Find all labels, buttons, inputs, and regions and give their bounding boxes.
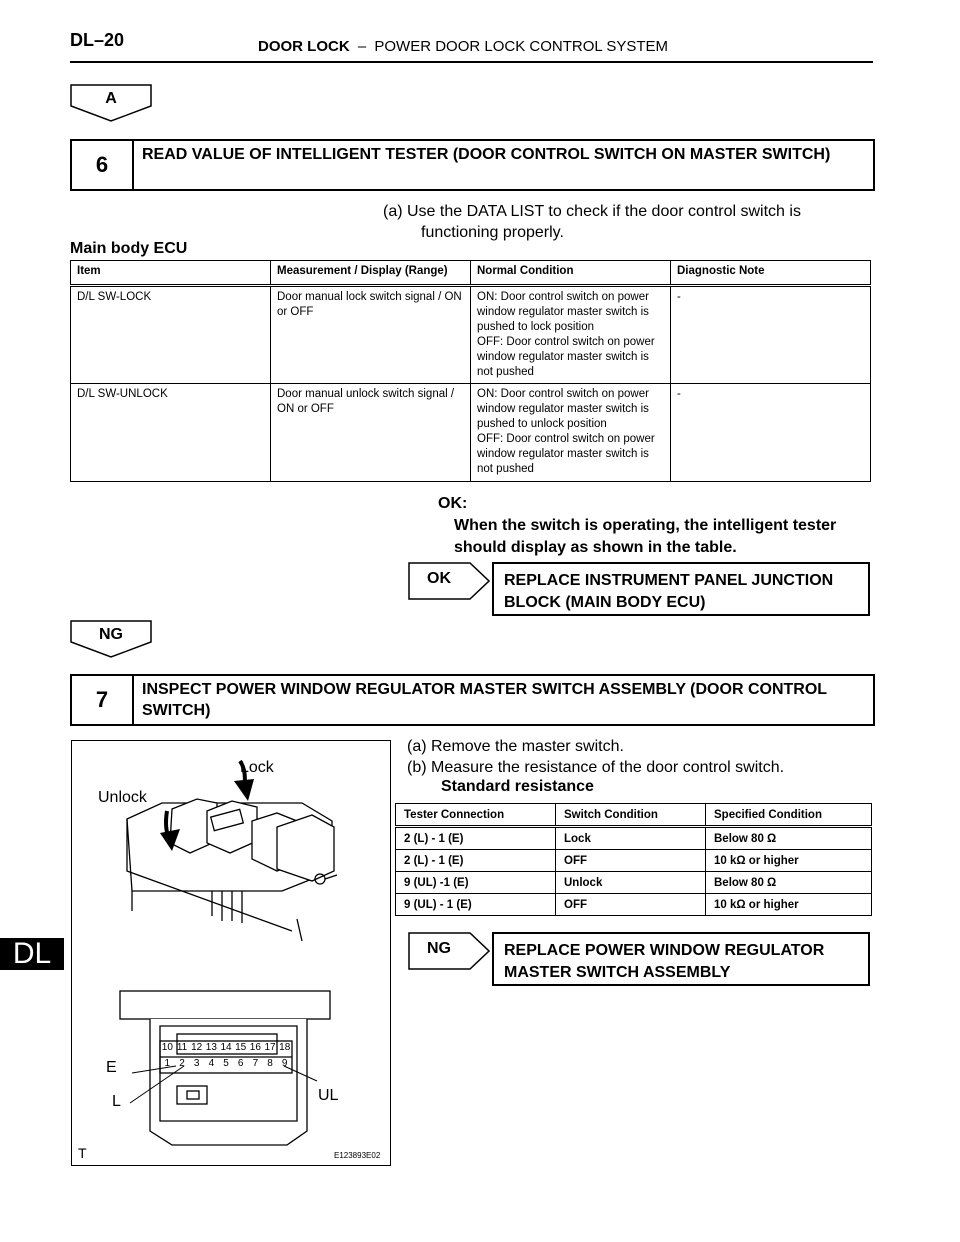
step-7-title: INSPECT POWER WINDOW REGULATOR MASTER SWITCH ASSEMBLY (DOOR CONTROL SWITCH) [142, 681, 827, 719]
header-separator: – [357, 38, 367, 55]
table-cell: Below 80 Ω [706, 872, 872, 894]
step-7-instruction-a: (a) Remove the master switch. [407, 738, 624, 755]
table-row [396, 850, 872, 872]
pin-row-bottom [160, 1058, 292, 1069]
pin-label: 11 [176, 1042, 188, 1053]
table-cell: Door manual unlock switch signal / ON or OFF [271, 384, 471, 482]
step-7-instruction-b: (b) Measure the resistance of the door control switch. [407, 759, 785, 776]
table-cell: ON: Door control switch on power window regulator master switch is pushed to lock position OFF: Door control switch on power window regulator master switch is not pushed [471, 286, 671, 384]
col-header: Specified Condition [706, 804, 872, 827]
tag-ng-2-label: NG [427, 940, 451, 957]
ng-result-box: REPLACE POWER WINDOW REGULATOR MASTER SWITCH ASSEMBLY [492, 932, 870, 986]
table-cell: 9 (UL) -1 (E) [396, 872, 556, 894]
pin-label: 10 [161, 1042, 173, 1053]
tag-ng-label: NG [99, 626, 123, 643]
pin-label: 5 [223, 1058, 229, 1069]
flow-tag-ng-2 [408, 932, 490, 970]
table-cell: Unlock [556, 872, 706, 894]
table-cell: ON: Door control switch on power window regulator master switch is pushed to unlock position OFF: Door control switch on power window regulator master switch is not pushed [471, 384, 671, 482]
col-header: Switch Condition [556, 804, 706, 827]
header-rule [70, 61, 873, 63]
label-t: T [78, 1145, 87, 1161]
ok-condition-text: When the switch is operating, the intelligent tester should display as shown in the table. [454, 517, 837, 556]
flow-tag-a [70, 84, 152, 122]
data-list-table [70, 260, 871, 482]
tag-ok-label: OK [427, 570, 451, 587]
section-name: DOOR LOCK [258, 38, 350, 55]
step-7-number: 7 [72, 676, 134, 724]
col-header: Normal Condition [471, 261, 671, 286]
label-lock: Lock [240, 759, 274, 776]
pin-label: 6 [237, 1058, 244, 1069]
table-cell: 2 (L) - 1 (E) [396, 827, 556, 850]
step-7-box [70, 674, 875, 726]
pin-label: 12 [191, 1042, 203, 1053]
flow-tag-ok [408, 562, 490, 600]
pin-label: 16 [249, 1042, 261, 1053]
page-header-title [258, 38, 668, 55]
table-cell: - [671, 384, 871, 482]
pin-label: 18 [279, 1042, 291, 1053]
label-unlock: Unlock [98, 789, 147, 806]
ok-result-box: REPLACE INSTRUMENT PANEL JUNCTION BLOCK (MAIN BODY ECU) [492, 562, 870, 616]
pin-label: 9 [281, 1058, 288, 1069]
table-cell: 9 (UL) - 1 (E) [396, 894, 556, 916]
label-ul: UL [318, 1087, 339, 1104]
table-header-row [71, 261, 871, 286]
table-cell: OFF [556, 894, 706, 916]
step-6-number: 6 [72, 141, 134, 189]
label-l: L [112, 1093, 121, 1110]
table-cell: D/L SW-LOCK [71, 286, 271, 384]
master-switch-figure [71, 740, 391, 1166]
pin-label: 15 [235, 1042, 247, 1053]
step-6-box [70, 139, 875, 191]
table-row [396, 827, 872, 850]
pin-label: 1 [164, 1058, 171, 1069]
pin-label: 2 [179, 1058, 185, 1069]
pin-row-top [160, 1042, 292, 1053]
ok-label: OK: [438, 495, 468, 512]
table-cell: 10 kΩ or higher [706, 894, 872, 916]
pin-label: 8 [267, 1058, 273, 1069]
pin-label: 4 [208, 1058, 215, 1069]
subsection-name: POWER DOOR LOCK CONTROL SYSTEM [374, 38, 669, 55]
figure-id: E123893E02 [334, 1151, 381, 1160]
table-row [396, 872, 872, 894]
table-cell: 10 kΩ or higher [706, 850, 872, 872]
table-header-row [396, 804, 872, 827]
step-6-title: READ VALUE OF INTELLIGENT TESTER (DOOR CONTROL SWITCH ON MASTER SWITCH) [142, 146, 831, 163]
table-cell: Door manual lock switch signal / ON or OFF [271, 286, 471, 384]
pin-label: 13 [205, 1042, 217, 1053]
pin-label: 14 [220, 1042, 232, 1053]
col-header: Diagnostic Note [671, 261, 871, 286]
table-cell: OFF [556, 850, 706, 872]
tag-a-label: A [105, 90, 117, 107]
col-header: Item [71, 261, 271, 286]
pin-label: 17 [264, 1042, 276, 1053]
col-header: Measurement / Display (Range) [271, 261, 471, 286]
table-cell: D/L SW-UNLOCK [71, 384, 271, 482]
standard-resistance-title: Standard resistance [441, 778, 594, 795]
table-cell: Lock [556, 827, 706, 850]
pin-label: 7 [252, 1058, 259, 1069]
table-row [71, 384, 871, 482]
section-side-tab: DL [0, 938, 64, 970]
col-header: Tester Connection [396, 804, 556, 827]
table-row [71, 286, 871, 384]
table-cell: 2 (L) - 1 (E) [396, 850, 556, 872]
page-number: DL–20 [70, 30, 125, 50]
table-cell: Below 80 Ω [706, 827, 872, 850]
step-6-instruction: (a) Use the DATA LIST to check if the door control switch is functioning properly. [383, 203, 801, 241]
resistance-table [395, 803, 872, 916]
table-row [396, 894, 872, 916]
flow-tag-ng [70, 620, 152, 658]
label-e: E [106, 1059, 117, 1076]
table-cell: - [671, 286, 871, 384]
main-body-ecu-title: Main body ECU [70, 240, 188, 257]
pin-label: 3 [193, 1058, 200, 1069]
